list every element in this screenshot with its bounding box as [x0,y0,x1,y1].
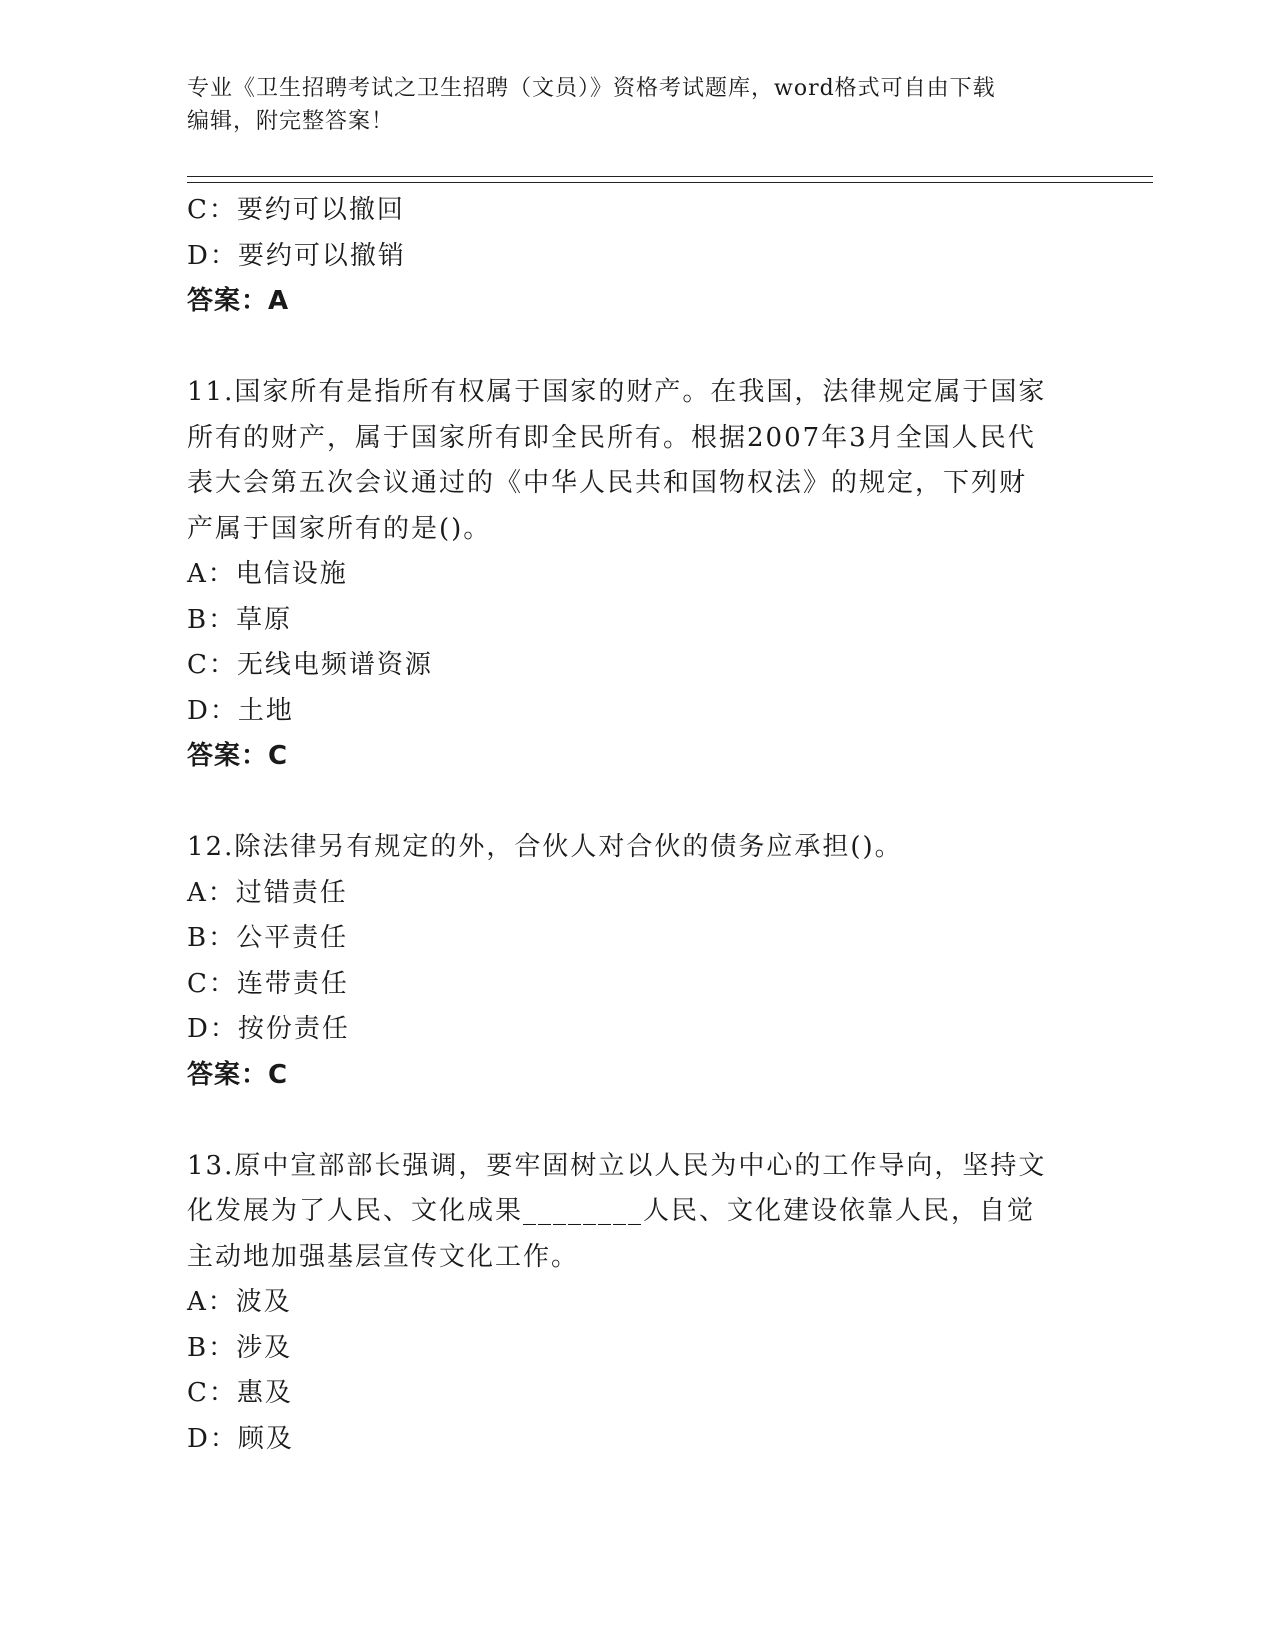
answer-label: 答案：C [187,1059,289,1090]
spacer [187,325,1087,371]
option-d: D：要约可以撤销 [187,240,406,271]
option-b: B：草原 [187,604,293,635]
option-b: B：公平责任 [187,923,349,953]
option-d: D：土地 [187,695,294,726]
question-stem-line: 化发展为了人民、文化成果________人民、文化建设依靠人民，自觉 [187,1196,1036,1226]
header-line-1: 专业《卫生招聘考试之卫生招聘（文员）》资格考试题库，word格式可自由下载 [187,76,996,101]
question-13 [187,1144,1087,1463]
question-12 [187,825,1087,1098]
option-c: C：连带责任 [187,968,349,999]
header-divider-bottom [187,182,1153,183]
header-divider-top [187,176,1153,177]
header-line-2: 编辑，附完整答案！ [187,109,395,134]
option-a: A：电信设施 [187,559,348,589]
answer-label: 答案：C [187,741,289,771]
spacer [187,1098,1087,1144]
option-d: D：顾及 [187,1423,294,1454]
question-stem-line: 12.除法律另有规定的外，合伙人对合伙的债务应承担()。 [187,832,903,862]
option-d: D：按份责任 [187,1014,350,1044]
option-c: C：要约可以撤回 [187,195,405,225]
question-10-continuation [187,188,1087,325]
option-c: C：无线电频谱资源 [187,650,433,680]
question-stem-line: 产属于国家所有的是()。 [187,513,492,544]
question-11 [187,370,1087,780]
option-a: A：波及 [187,1287,292,1317]
answer-label: 答案：A [187,286,290,316]
spacer [187,780,1087,826]
option-b: B：涉及 [187,1332,293,1363]
option-c: C：惠及 [187,1378,293,1408]
question-stem-line: 表大会第五次会议通过的《中华人民共和国物权法》的规定，下列财 [187,468,1028,498]
question-stem-line: 主动地加强基层宣传文化工作。 [187,1241,580,1272]
question-list [187,188,1087,1462]
option-a: A：过错责任 [187,877,348,908]
question-stem-line: 13.原中宣部部长强调，要牢固树立以人民为中心的工作导向，坚持文 [187,1150,1047,1181]
question-stem-line: 所有的财产，属于国家所有即全民所有。根据2007年3月全国人民代 [187,422,1036,453]
document-header [187,72,1087,138]
question-stem-line: 11.国家所有是指所有权属于国家的财产。在我国，法律规定属于国家 [187,377,1047,407]
